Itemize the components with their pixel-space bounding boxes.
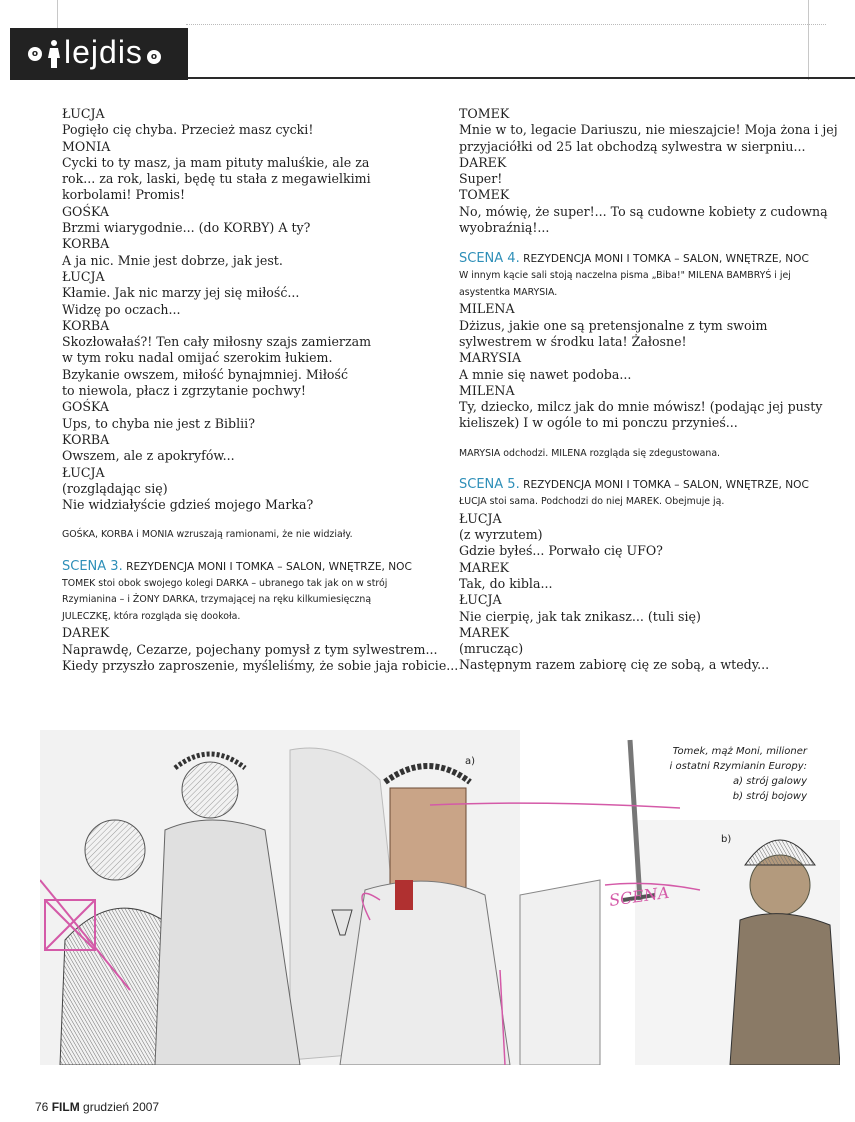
stage-direction: W innym kącie sali stoją naczelna pisma „Biba!" MILENA BAMBRYŚ i jej (459, 270, 791, 282)
script-line: MAREK (459, 559, 510, 575)
dot-icon: o (28, 47, 42, 61)
script-line: Kiedy przyszło zaproszenie, myśleliśmy, że sobie jaja robicie... (62, 658, 459, 674)
script-line: GOŚKA (62, 203, 110, 219)
script-line: Mnie w to, legacie Dariuszu, nie mieszajcie! Moja żona i jej (459, 122, 838, 138)
spacer (459, 236, 829, 250)
script-line: Następnym razem zabiorę cię ze sobą, a wtedy... (459, 657, 770, 673)
stage-direction: JULECZKĘ, która rozgląda się dookoła. (62, 610, 241, 622)
handwritten-scrawl: SCENA (607, 882, 671, 910)
header-rule (188, 77, 855, 79)
script-line: (z wyrzutem) (459, 527, 543, 543)
script-line: w tym roku nadal omijać szerokim łukiem. (62, 350, 333, 366)
scene-number: SCENA 5. (459, 477, 520, 493)
costume-label-a: a) (465, 756, 476, 767)
page-footer (35, 1100, 159, 1114)
stage-direction: Rzymianina – i ŻONY DARKA, trzymającej na ręku kilkumiesięczną (62, 594, 372, 606)
script-line: rok... za rok, laski, będę tu stała z megawielkimi (62, 171, 371, 187)
script-line: korbolami! Promis! (62, 187, 186, 203)
script-line: Cycki to ty masz, ja mam pituty maluśkie, ale za (62, 154, 370, 170)
script-line: ŁUCJA (62, 464, 105, 480)
caption-line: a) strój galowy (733, 776, 807, 787)
script-line: MILENA (459, 301, 515, 317)
script-line: Kłamie. Jak nic marzy jej się miłość... (62, 285, 300, 301)
script-line: ŁUCJA (459, 510, 502, 526)
script-line: Tak, do kibla... (459, 575, 553, 591)
page-number: 76 (35, 1100, 49, 1114)
script-line: (mrucząc) (459, 641, 524, 657)
script-line: wyobraźnią!... (459, 220, 550, 236)
script-line: DAREK (459, 154, 507, 170)
right-text-column (459, 106, 838, 674)
stage-direction: TOMEK stoi obok swojego kolegi DARKA – ubranego tak jak on w strój (62, 577, 388, 589)
spacer (459, 462, 829, 476)
issue-date: grudzień 2007 (83, 1100, 160, 1114)
script-line: ŁUCJA (459, 592, 502, 608)
script-line: przyjaciółki od 25 lat obchodzą sylwestra w sierpniu... (459, 138, 806, 154)
spacer (62, 544, 422, 558)
script-line: to niewola, płacz i zgrzytanie pochwy! (62, 383, 306, 399)
script-line: ŁUCJA (62, 106, 105, 121)
stage-direction: ŁUCJA stoi sama. Podchodzi do niej MAREK. Obejmuje ją. (459, 496, 725, 508)
script-line: Bzykanie owszem, miłość bynajmniej. Miłość (62, 366, 349, 382)
script-line: KORBA (62, 431, 110, 447)
caption-line: i ostatni Rzymianin Europy: (669, 761, 807, 772)
illustration-caption (657, 744, 807, 804)
script-line: Dżizus, jakie one są pretensjonalne z tym swoim (459, 317, 768, 333)
woman-figure-icon (48, 40, 60, 68)
script-line: Nie widziałyście gdzieś mojego Marka? (62, 497, 314, 513)
script-line: MILENA (459, 382, 515, 398)
fold-line (808, 0, 809, 80)
script-line: DAREK (62, 625, 110, 641)
script-line: TOMEK (459, 187, 510, 203)
stage-direction: GOŚKA, KORBA i MONIA wzruszają ramionami, że nie widziały. (62, 529, 353, 541)
scene-title: REZYDENCJA MONI I TOMKA – SALON, WNĘTRZE, NOC (126, 560, 412, 573)
section-title: lejdis (64, 33, 143, 70)
dot-icon: o (147, 50, 161, 64)
script-line: Owszem, ale z apokryfów... (62, 448, 235, 464)
script-line: MONIA (62, 138, 111, 154)
script-line: sylwestrem w środku lata! Żałosne! (459, 333, 687, 349)
script-line: Ty, dziecko, milcz jak do mnie mówisz! (podając jej pusty (459, 399, 823, 415)
costume-label-b: b) (721, 834, 732, 845)
caption-line: Tomek, mąż Moni, milioner (672, 746, 807, 757)
stage-direction: asystentka MARYSIA. (459, 286, 558, 298)
script-line: ŁUCJA (62, 268, 105, 284)
script-line: KORBA (62, 236, 110, 252)
left-text-column (62, 106, 459, 674)
script-line: Widzę po oczach... (62, 301, 181, 317)
script-line: MAREK (459, 624, 510, 640)
dotted-rule (186, 24, 826, 25)
script-line: Ups, to chyba nie jest z Biblii? (62, 415, 255, 431)
script-line: Nie cierpię, jak tak znikasz... (tuli się) (459, 608, 701, 624)
scene-number: SCENA 4. (459, 251, 520, 267)
spacer (62, 513, 422, 527)
stage-direction: MARYSIA odchodzi. MILENA rozgląda się zdegustowana. (459, 447, 721, 459)
script-line: MARYSIA (459, 350, 522, 366)
script-line: (rozglądając się) (62, 480, 168, 496)
scene-number: SCENA 3. (62, 558, 123, 574)
script-line: A mnie się nawet podoba... (459, 366, 632, 382)
script-line: A ja nic. Mnie jest dobrze, jak jest. (62, 252, 283, 268)
spacer (459, 432, 829, 446)
scene-heading (459, 250, 829, 268)
scene-title: REZYDENCJA MONI I TOMKA – SALON, WNĘTRZE, NOC (523, 479, 809, 492)
scene-heading (62, 558, 422, 576)
script-line: Gdzie byłeś... Porwało cię UFO? (459, 543, 663, 559)
script-line: kieliszek) I w ogóle to mi ponczu przynieś... (459, 415, 738, 431)
section-logo (10, 28, 188, 80)
caption-line: b) strój bojowy (732, 791, 807, 802)
script-line: KORBA (62, 317, 110, 333)
script-line: Pogięło cię chyba. Przecież masz cycki! (62, 122, 314, 138)
script-line: Brzmi wiarygodnie... (do KORBY) A ty? (62, 220, 311, 236)
magazine-name: FILM (51, 1100, 80, 1114)
script-line: Super! (459, 171, 503, 187)
script-line: TOMEK (459, 106, 510, 121)
script-line: GOŚKA (62, 399, 110, 415)
script-line: Skozłowałaś?! Ten cały miłosny szajs zamierzam (62, 334, 372, 350)
scene-title: REZYDENCJA MONI I TOMKA – SALON, WNĘTRZE, NOC (523, 253, 809, 266)
script-line: Naprawdę, Cezarze, pojechany pomysł z tym sylwestrem... (62, 641, 438, 657)
script-line: No, mówię, że super!... To są cudowne kobiety z cudowną (459, 203, 828, 219)
scene-heading (459, 476, 829, 494)
